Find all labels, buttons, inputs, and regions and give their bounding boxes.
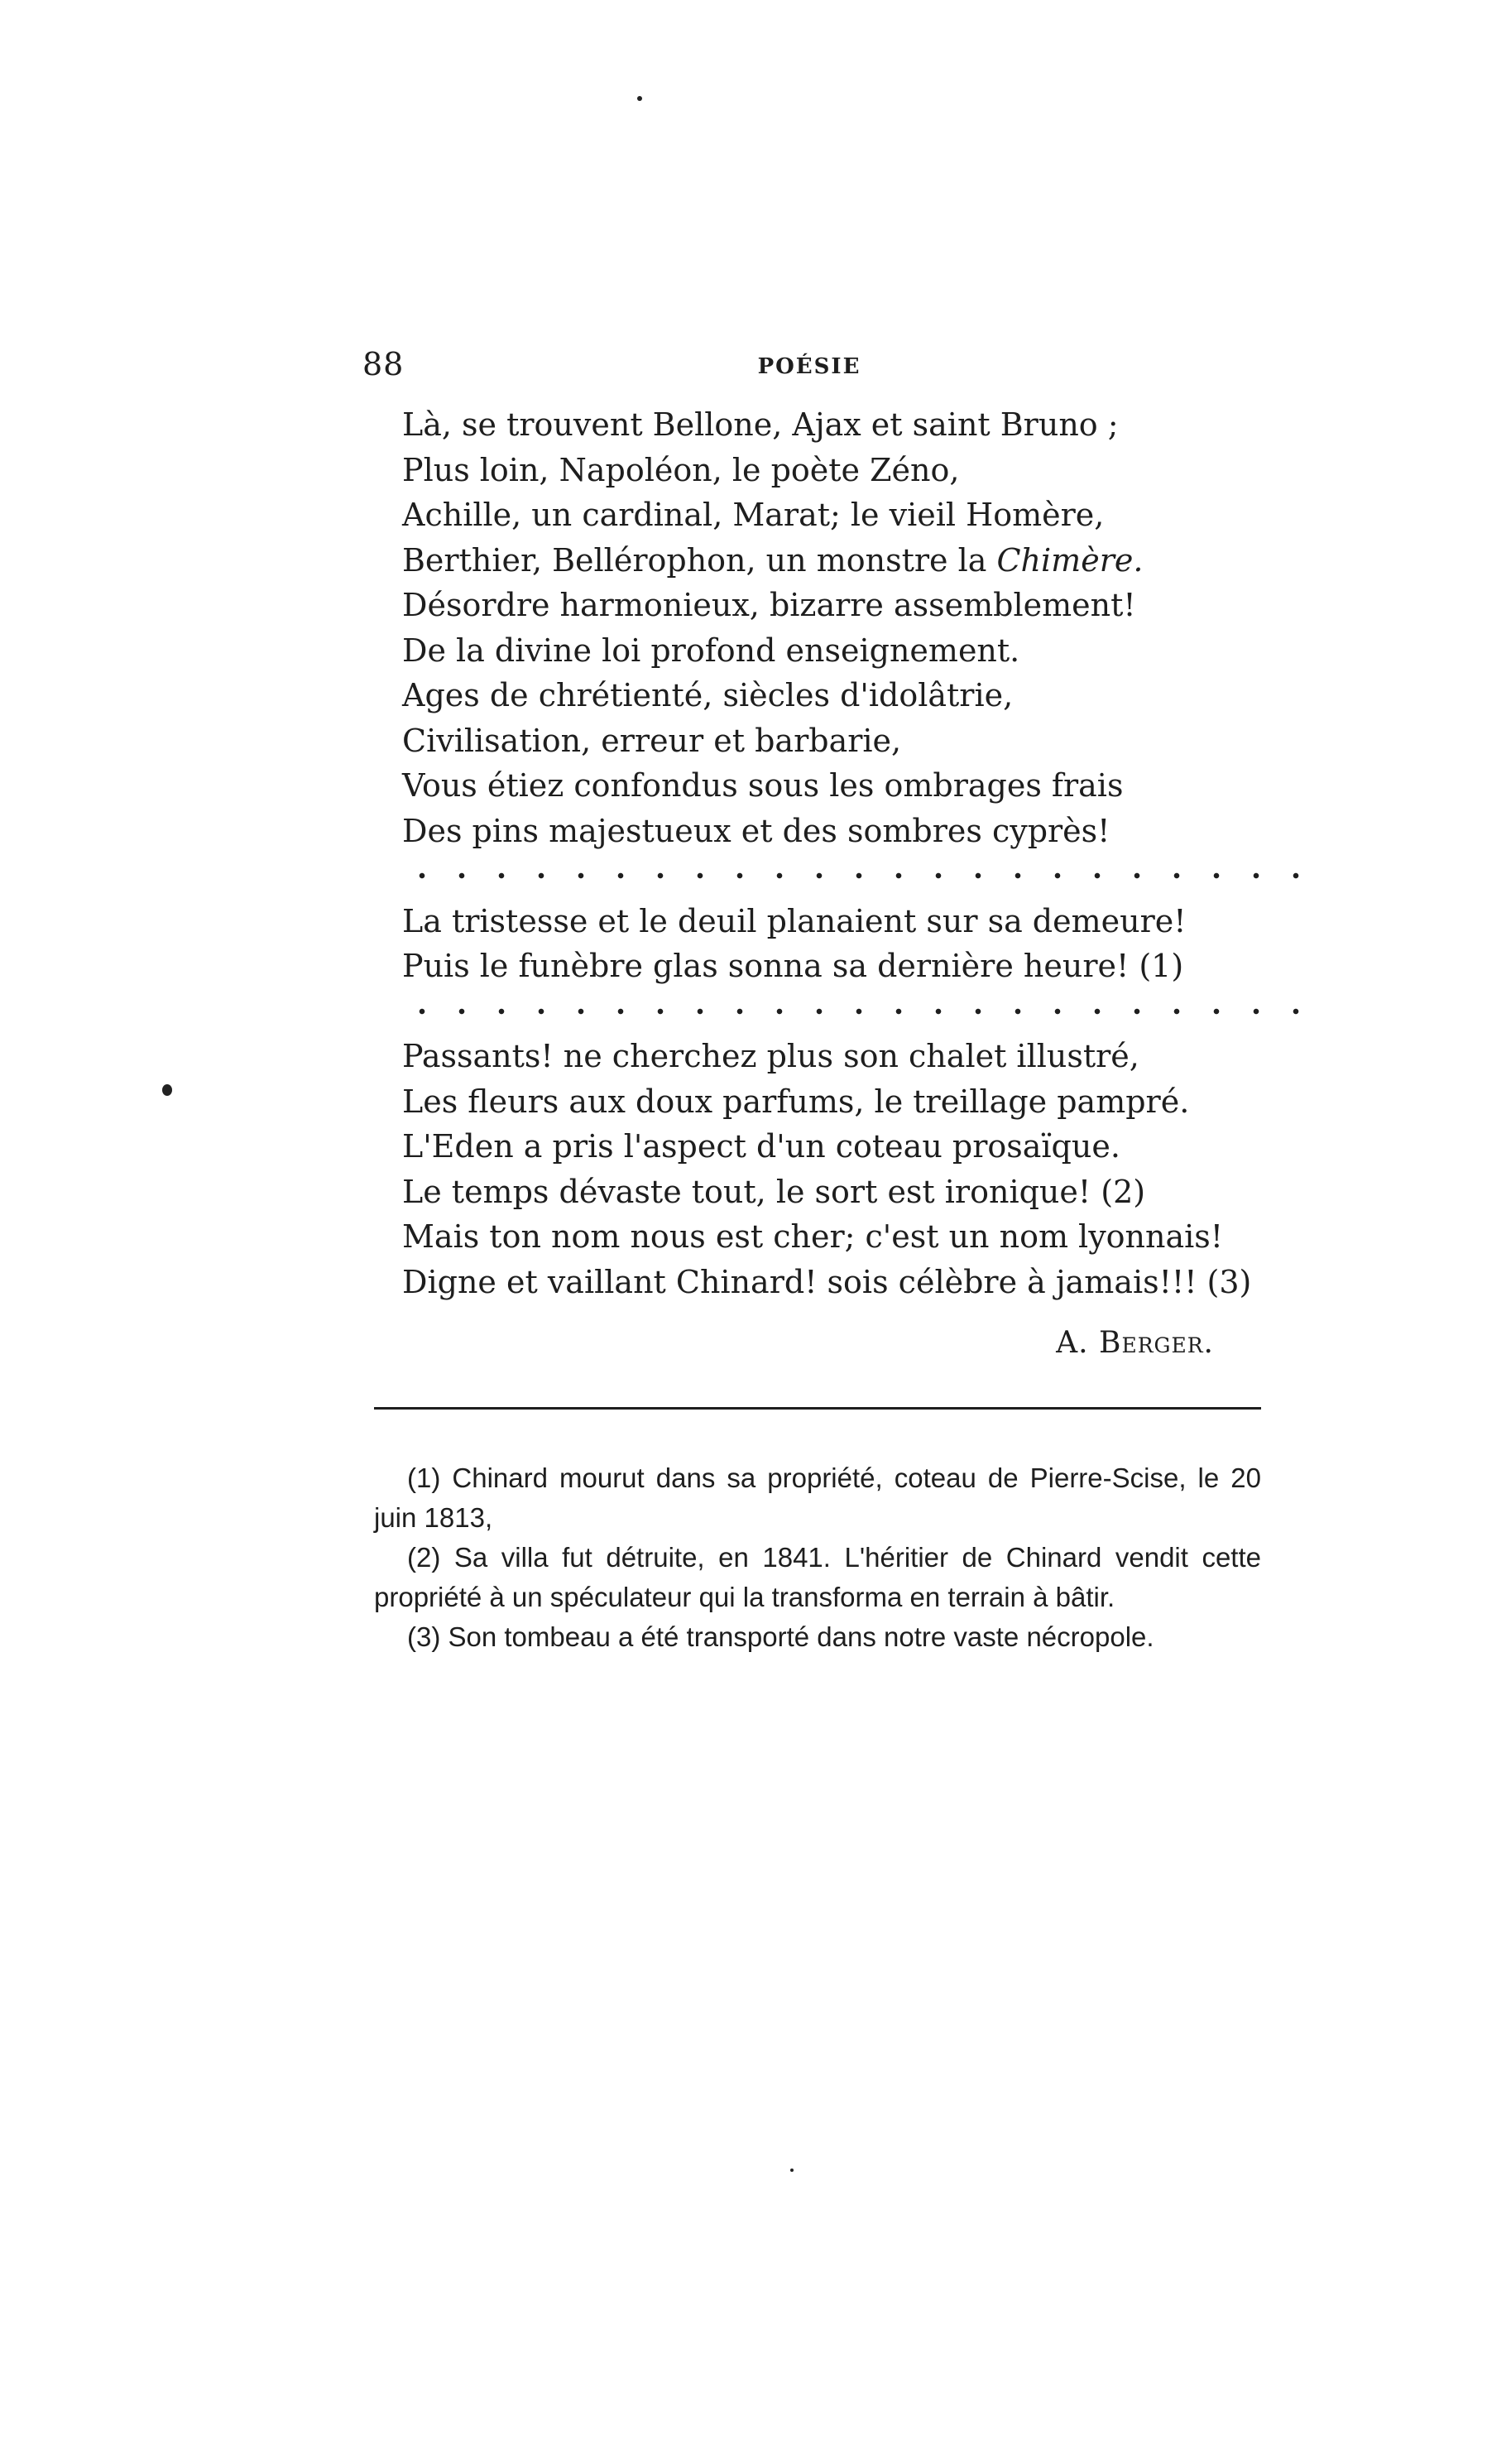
scan-speck bbox=[637, 96, 642, 101]
footnote: (2) Sa villa fut détruite, en 1841. L'héritier de Chinard vendit cette propriété à un spéculateur qui la transforma en terrain à bâtir. bbox=[374, 1542, 1261, 1612]
footnotes bbox=[374, 1458, 1261, 1657]
verse-line: L'Eden a pris l'aspect d'un coteau prosaïque. bbox=[402, 1128, 1120, 1165]
verse-line: Le temps dévaste tout, le sort est ironique! (2) bbox=[402, 1173, 1146, 1210]
verse-line: Ages de chrétienté, siècles d'idolâtrie, bbox=[402, 677, 1014, 713]
verse-line: Digne et vaillant Chinard! sois célèbre à jamais!!! (3) bbox=[402, 1263, 1252, 1300]
verse-line: Achille, un cardinal, Marat; le vieil Homère, bbox=[402, 497, 1105, 533]
verse-line: Vous étiez confondus sous les ombrages frais bbox=[402, 767, 1124, 804]
verse-line: Des pins majestueux et des sombres cyprès! bbox=[402, 812, 1110, 849]
verse-line: Les fleurs aux doux parfums, le treillage pampré. bbox=[402, 1083, 1190, 1120]
verse-line: De la divine loi profond enseignement. bbox=[402, 632, 1020, 669]
italic-word: Chimère. bbox=[996, 541, 1144, 579]
footnote: (1) Chinard mourut dans sa propriété, coteau de Pierre-Scise, le 20 juin 1813, bbox=[374, 1463, 1261, 1533]
verse-text: Berthier, Bellérophon, un monstre la bbox=[402, 541, 997, 579]
verse-line: Là, se trouvent Bellone, Ajax et saint Bruno ; bbox=[402, 406, 1119, 443]
scan-speck bbox=[790, 2169, 794, 2172]
author-signature bbox=[1056, 1326, 1214, 1360]
verse-line bbox=[402, 538, 1279, 584]
verse-line: La tristesse et le deuil planaient sur sa demeure! bbox=[402, 902, 1187, 939]
author-initial: A. bbox=[1056, 1326, 1089, 1360]
verse-line: Puis le funèbre glas sonna sa dernière heure! (1) bbox=[402, 948, 1184, 984]
page-number: 88 bbox=[362, 346, 405, 382]
verse-line: Civilisation, erreur et barbarie, bbox=[402, 722, 902, 759]
verse-line: Désordre harmonieux, bizarre assemblement! bbox=[402, 587, 1136, 623]
running-title: POÉSIE bbox=[757, 354, 861, 379]
page-header bbox=[362, 346, 1256, 396]
footnote-rule bbox=[374, 1407, 1261, 1410]
verse-line: Passants! ne cherchez plus son chalet illustré, bbox=[402, 1038, 1139, 1074]
poem bbox=[402, 402, 1279, 1304]
verse-line: Mais ton nom nous est cher; c'est un nom lyonnais! bbox=[402, 1218, 1224, 1255]
ellipsis-separator bbox=[402, 989, 1279, 1035]
ellipsis-separator bbox=[402, 853, 1279, 899]
footnote: (3) Son tombeau a été transporté dans notre vaste nécropole. bbox=[407, 1621, 1154, 1652]
author-name: Berger. bbox=[1098, 1326, 1214, 1360]
verse-line: Plus loin, Napoléon, le poète Zéno, bbox=[402, 451, 960, 488]
scan-speck bbox=[162, 1084, 172, 1096]
